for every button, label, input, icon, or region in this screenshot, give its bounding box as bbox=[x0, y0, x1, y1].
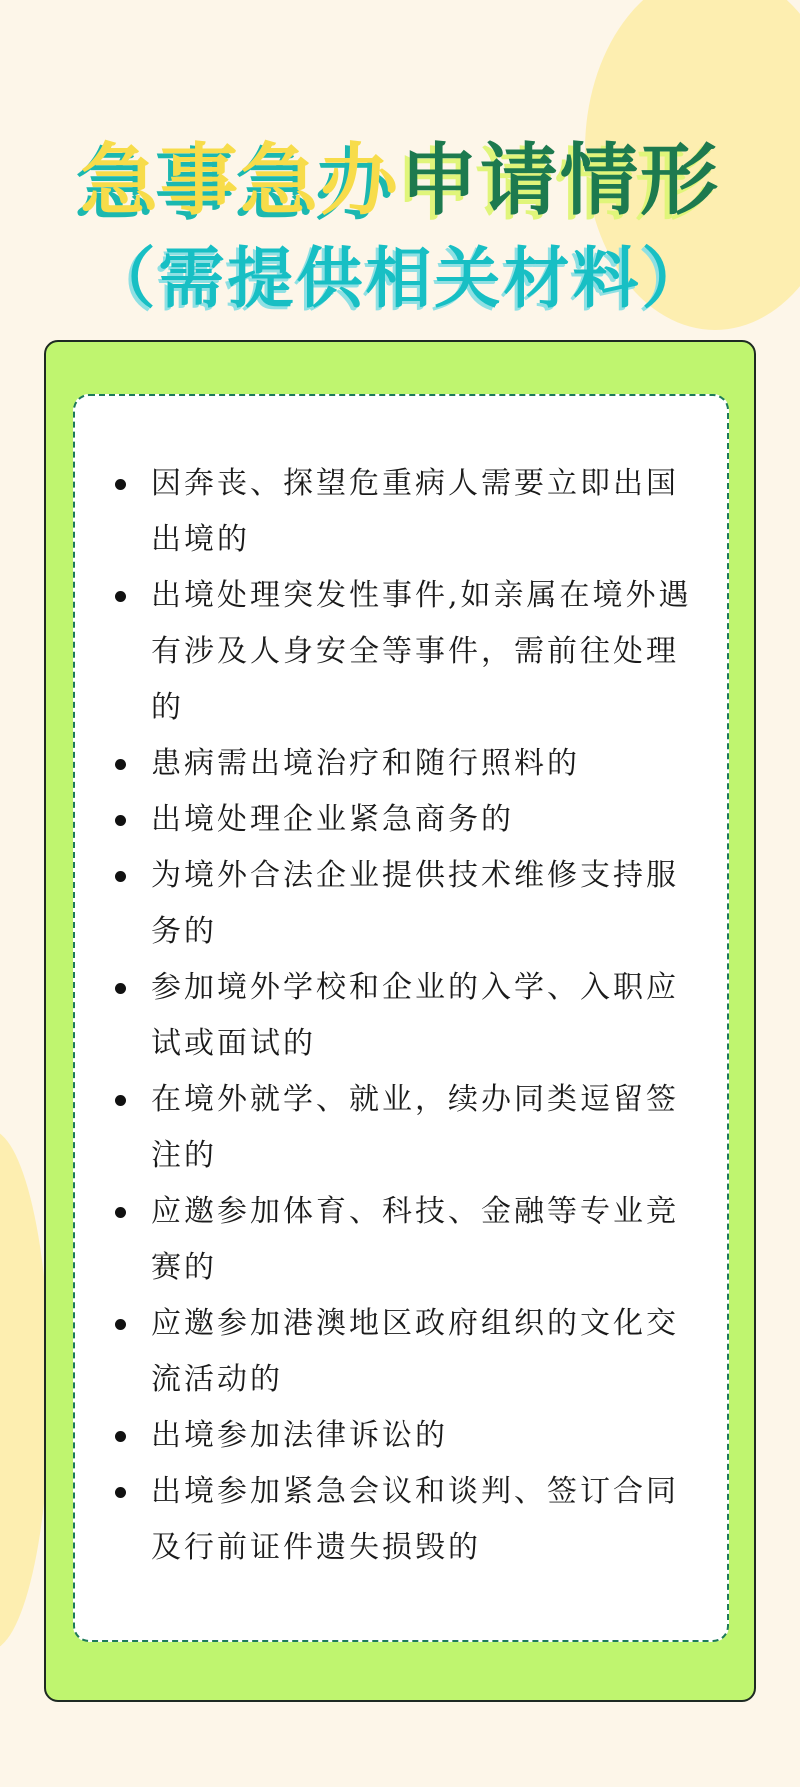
content-card bbox=[44, 340, 756, 1702]
list-item-text: 出境参加法律诉讼的 bbox=[151, 1418, 448, 1453]
bullet-icon bbox=[115, 1095, 126, 1106]
bullet-icon bbox=[115, 1319, 126, 1330]
title-part-urgent: 急事急办 bbox=[79, 136, 400, 226]
bullet-icon bbox=[115, 1487, 126, 1498]
page-title bbox=[0, 118, 800, 230]
page-subtitle: （需提供相关材料） bbox=[89, 240, 711, 317]
bullet-icon bbox=[115, 479, 126, 490]
content-inner-panel bbox=[73, 394, 729, 1642]
list-item-text: 为境外合法企业提供技术维修支持服务的 bbox=[151, 858, 679, 949]
decorative-circle-left bbox=[0, 1130, 50, 1650]
list-item bbox=[111, 1296, 693, 1408]
list-item bbox=[111, 792, 693, 848]
list-item bbox=[111, 1184, 693, 1296]
list-item-text: 因奔丧、探望危重病人需要立即出国出境的 bbox=[151, 466, 679, 557]
bullet-icon bbox=[115, 591, 126, 602]
list-item bbox=[111, 1072, 693, 1184]
list-item-text: 应邀参加港澳地区政府组织的文化交流活动的 bbox=[151, 1306, 679, 1397]
list-item bbox=[111, 848, 693, 960]
list-item-text: 出境参加紧急会议和谈判、签订合同及行前证件遗失损毁的 bbox=[151, 1474, 679, 1565]
bullet-icon bbox=[115, 815, 126, 826]
list-item bbox=[111, 456, 693, 568]
list-item bbox=[111, 736, 693, 792]
list-item bbox=[111, 960, 693, 1072]
list-item-text: 在境外就学、就业，续办同类逗留签注的 bbox=[151, 1082, 679, 1173]
bullet-icon bbox=[115, 1207, 126, 1218]
bullet-icon bbox=[115, 1431, 126, 1442]
list-item-text: 应邀参加体育、科技、金融等专业竞赛的 bbox=[151, 1194, 679, 1285]
list-item-text: 参加境外学校和企业的入学、入职应试或面试的 bbox=[151, 970, 679, 1061]
bullet-icon bbox=[115, 871, 126, 882]
list-item bbox=[111, 1464, 693, 1576]
list-item-text: 出境处理突发性事件,如亲属在境外遇有涉及人身安全等事件，需前往处理的 bbox=[151, 578, 692, 725]
list-item-text: 患病需出境治疗和随行照料的 bbox=[151, 746, 580, 781]
title-part-situations: 申请情形 bbox=[400, 136, 721, 226]
bullet-icon bbox=[115, 759, 126, 770]
list-item-text: 出境处理企业紧急商务的 bbox=[151, 802, 514, 837]
list-item bbox=[111, 1408, 693, 1464]
list-item bbox=[111, 568, 693, 736]
bullet-icon bbox=[115, 983, 126, 994]
situation-list bbox=[111, 456, 693, 1576]
